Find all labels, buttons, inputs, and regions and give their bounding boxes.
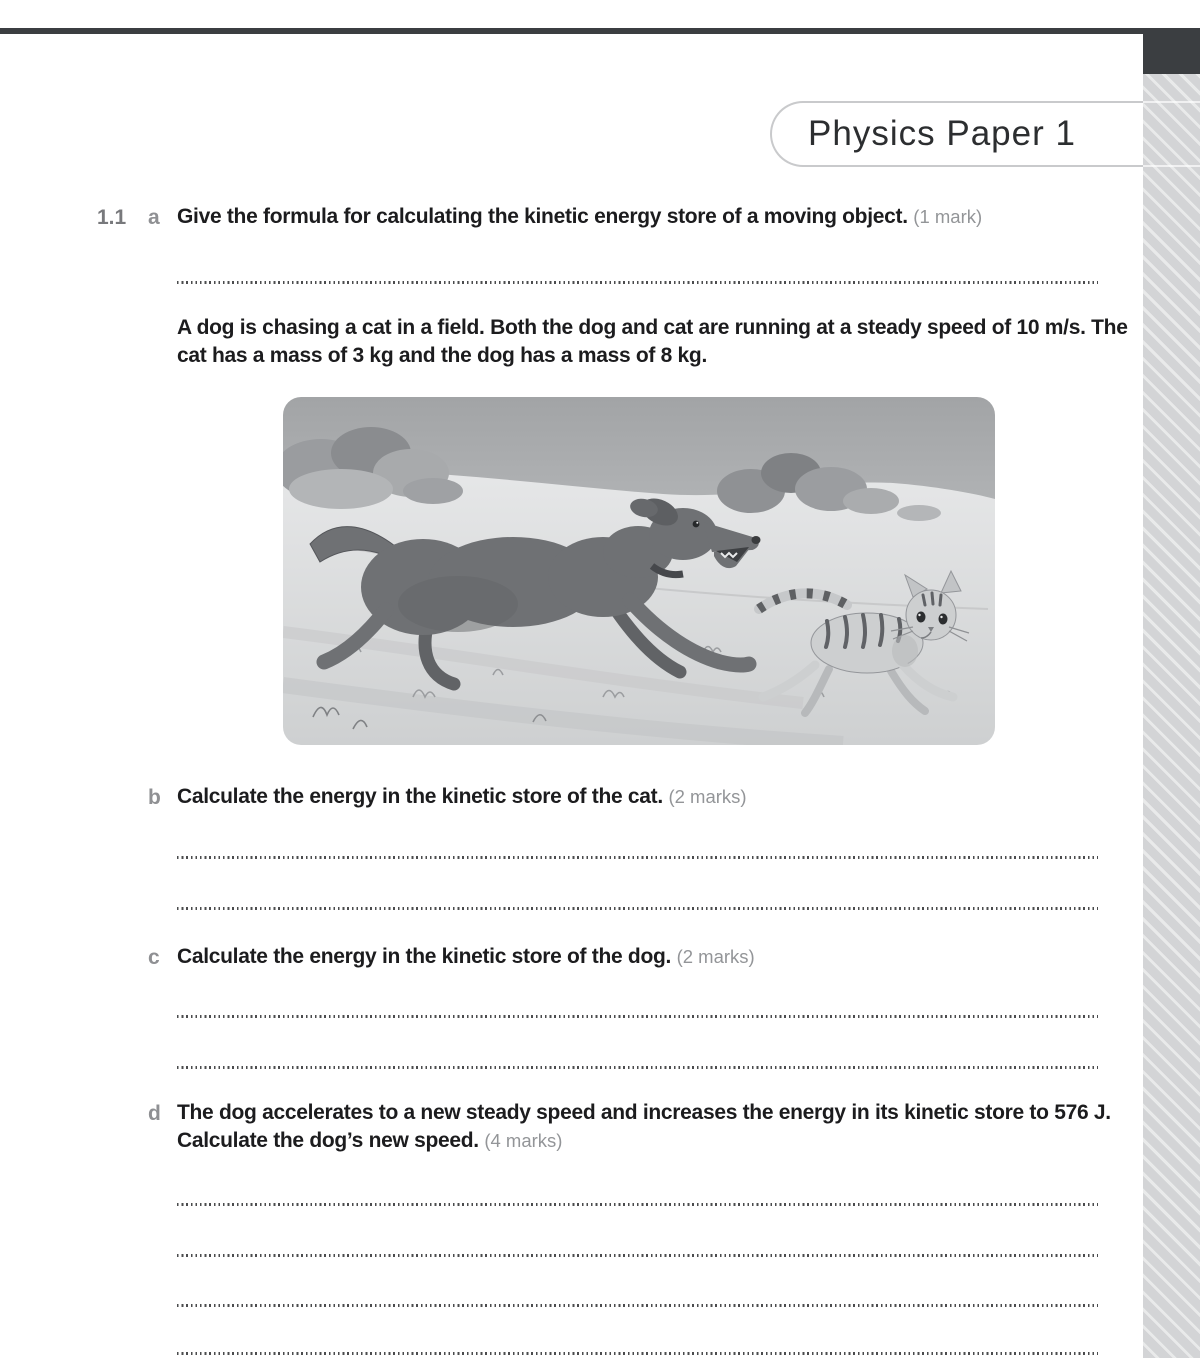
- scenario-text: A dog is chasing a cat in a field. Both the dog and cat are running at a steady speed of 10 m/s. The cat has a mass of 3 kg and the dog has a mass of 8 kg.: [177, 316, 1128, 367]
- part-d-marks: (4 marks): [484, 1129, 563, 1151]
- answer-line: [177, 907, 1098, 910]
- part-d-text: The dog accelerates to a new steady speed and increases the energy in its kinetic store to 576 J. Calculate the dog’s new speed.: [177, 1101, 1111, 1152]
- part-c-letter: c: [148, 946, 160, 969]
- top-right-corner-block: [1143, 28, 1200, 74]
- part-c-question: [177, 943, 1127, 971]
- answer-line: [177, 856, 1098, 859]
- answer-line: [177, 1203, 1098, 1206]
- part-c-marks: (2 marks): [676, 946, 755, 967]
- part-b-question: [177, 783, 1127, 811]
- answer-line: [177, 1066, 1098, 1069]
- part-b-marks: (2 marks): [668, 786, 747, 807]
- part-b-text: Calculate the energy in the kinetic store of the cat.: [177, 785, 663, 808]
- part-b-letter: b: [148, 786, 161, 809]
- part-c-text: Calculate the energy in the kinetic store of the dog.: [177, 945, 672, 968]
- title-pill: [770, 101, 1200, 167]
- pill-border-over-band-bottom: [1143, 165, 1200, 167]
- answer-line: [177, 1352, 1098, 1355]
- right-diagonal-band: [1143, 28, 1200, 1358]
- page-title: Physics Paper 1: [808, 114, 1076, 153]
- part-a-question: [177, 203, 1127, 231]
- part-d-question: [177, 1099, 1112, 1154]
- dog-chasing-cat-illustration: [283, 397, 995, 745]
- part-a-letter: a: [148, 206, 160, 229]
- question-number: 1.1: [97, 206, 127, 229]
- answer-line: [177, 1015, 1098, 1018]
- figure-illustration: [283, 397, 995, 745]
- part-d-letter: d: [148, 1102, 161, 1125]
- answer-line: [177, 281, 1098, 284]
- answer-line: [177, 1254, 1098, 1257]
- pill-border-over-band-top: [1143, 101, 1200, 103]
- part-a-marks: (1 mark): [913, 206, 983, 227]
- part-a-text: Give the formula for calculating the kinetic energy store of a moving object.: [177, 205, 908, 228]
- answer-line: [177, 1304, 1098, 1307]
- top-rule-bar: [0, 28, 1200, 34]
